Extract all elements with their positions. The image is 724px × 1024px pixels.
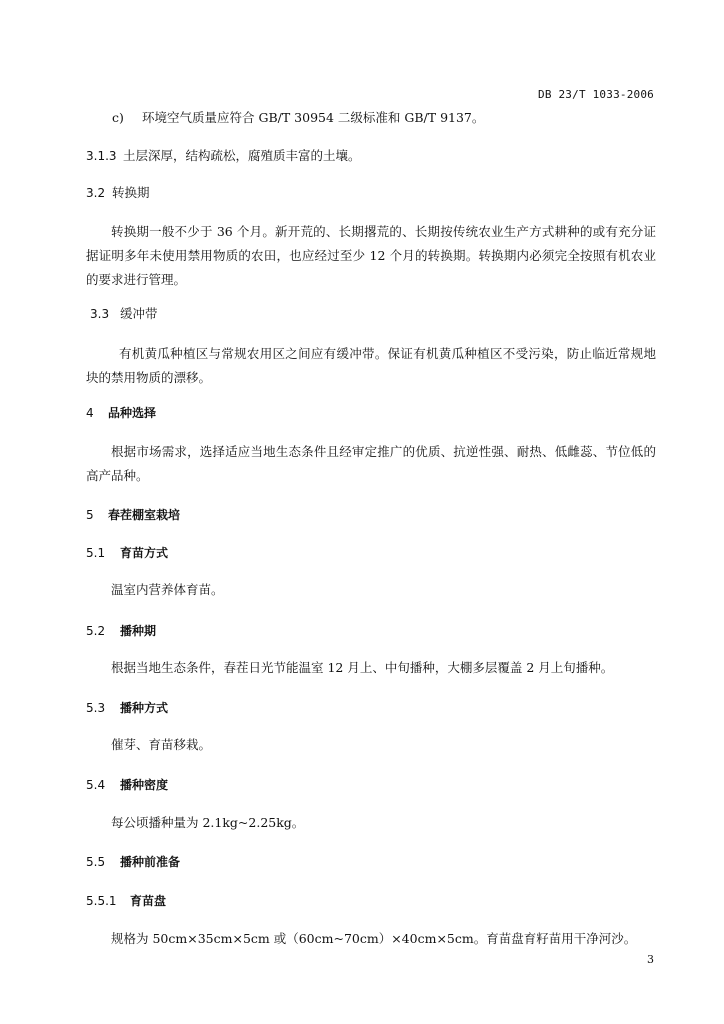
clause-3-1-3 (86, 146, 656, 166)
section-number: 5.1 (86, 546, 106, 560)
section-number: 5.4 (86, 778, 106, 792)
section-heading-5-4 (86, 775, 656, 795)
section-body-4: 根据市场需求，选择适应当地生态条件且经审定推广的优质、抗逆性强、耐热、低雌蕊、节位低的高产品种。 (86, 444, 656, 483)
section-body-5-4: 每公顷播种量为 2.1kg~2.25kg。 (111, 815, 305, 830)
section-body-5-5-1: 规格为 50cm×35cm×5cm 或（60cm~70cm）×40cm×5cm。育苗盘育籽苗用干净河沙。 (111, 931, 637, 946)
section-heading-5-5 (86, 852, 656, 872)
section-title: 品种选择 (108, 406, 157, 420)
clause-number: 3.1.3 (86, 149, 117, 163)
section-number: 5.2 (86, 624, 106, 638)
section-number: 5 (86, 508, 94, 522)
section-title: 播种方式 (120, 701, 169, 715)
section-title: 播种密度 (120, 778, 169, 792)
section-heading-5-1 (86, 543, 656, 563)
section-body-3-3: 有机黄瓜种植区与常规农用区之间应有缓冲带。保证有机黄瓜种植区不受污染，防止临近常规地块的禁用物质的漂移。 (86, 346, 656, 385)
section-heading-5-3 (86, 698, 656, 718)
section-title: 育苗方式 (120, 546, 169, 560)
section-heading-3-2 (86, 183, 656, 203)
section-body-5-3: 催芽、育苗移栽。 (111, 737, 212, 752)
section-title: 缓冲带 (120, 306, 158, 321)
section-body-5-2: 根据当地生态条件，春茬日光节能温室 12 月上、中旬播种，大棚多层覆盖 2 月上旬播种。 (111, 660, 614, 675)
section-number: 5.5 (86, 855, 106, 869)
section-heading-3-3 (86, 304, 656, 324)
section-heading-5 (86, 505, 656, 525)
list-item-c (86, 108, 656, 128)
section-title: 育苗盘 (130, 894, 167, 908)
document-code-header: DB 23/T 1033-2006 (538, 88, 654, 101)
section-heading-4 (86, 403, 656, 423)
page-number: 3 (647, 953, 654, 966)
section-heading-5-5-1 (86, 891, 656, 911)
section-number: 3.3 (90, 307, 110, 321)
section-body-3-2: 转换期一般不少于 36 个月。新开荒的、长期撂荒的、长期按传统农业生产方式耕种的或有充分证据证明多年未使用禁用物质的农田，也应经过至少 12 个月的转换期。转换期内必须完全按照有机农业的要求进行管理。 (86, 224, 656, 287)
section-title: 春茬棚室栽培 (108, 508, 181, 522)
section-title: 播种期 (120, 624, 157, 638)
section-title: 播种前准备 (120, 855, 181, 869)
section-body-5-1: 温室内营养体育苗。 (111, 582, 224, 597)
section-title: 转换期 (112, 185, 150, 200)
section-number: 5.3 (86, 701, 106, 715)
section-number: 3.2 (86, 186, 106, 200)
list-item-label: c) (112, 110, 124, 125)
clause-text: 土层深厚，结构疏松，腐殖质丰富的土壤。 (123, 148, 361, 163)
section-heading-5-2 (86, 621, 656, 641)
section-number: 4 (86, 406, 94, 420)
list-item-text: 环境空气质量应符合 GB/T 30954 二级标准和 GB/T 9137。 (142, 110, 485, 125)
section-number: 5.5.1 (86, 894, 117, 908)
